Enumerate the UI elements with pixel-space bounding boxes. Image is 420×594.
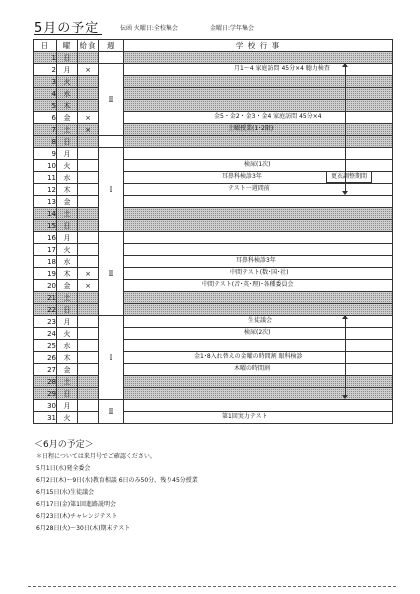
cell-event [124,184,393,196]
cell-weekday: 水 [57,88,78,100]
cell-weekday: 火 [57,328,78,340]
header-events: 学 校 行 事 [124,40,393,52]
cell-event [124,88,393,100]
cell-weekday: 水 [57,340,78,352]
cell-event [124,112,393,124]
cell-day: 14 [34,208,57,220]
cell-event [124,316,393,328]
table-row [34,184,393,196]
table-row [34,64,393,76]
cell-week: Ⅰ [99,316,124,400]
table-row [34,256,393,268]
cell-event [124,244,393,256]
cell-lunch: × [78,268,99,280]
cell-lunch [78,340,99,352]
cell-weekday: 日 [57,52,78,64]
cell-lunch [78,136,99,148]
cell-day: 22 [34,304,57,316]
note-line: 6月28日(火)～30日(木)期末テスト [36,525,131,532]
table-row [34,208,393,220]
table-row [34,148,393,160]
cell-day: 10 [34,160,57,172]
cell-day: 23 [34,316,57,328]
cell-weekday: 土 [57,376,78,388]
cell-lunch [78,256,99,268]
arrow-head-up [342,315,348,319]
cell-event [124,268,393,280]
event-text: 耳鼻科検診3年 [222,173,262,180]
cell-event [124,340,393,352]
table-row [34,196,393,208]
event-text: 検尿(1次) [244,161,271,168]
table-row [34,316,393,328]
table-row [34,376,393,388]
cell-day: 20 [34,280,57,292]
cell-lunch [78,88,99,100]
table-row [34,76,393,88]
cell-lunch [78,244,99,256]
cell-event [124,124,393,136]
period-arrow-line [345,67,346,191]
cell-event [124,196,393,208]
table-header-row [34,40,393,52]
cell-event [124,364,393,376]
cell-lunch [78,148,99,160]
table-row [34,124,393,136]
cell-event [124,136,393,148]
cell-weekday: 金 [57,364,78,376]
cell-day: 31 [34,412,57,424]
table-row [34,268,393,280]
cell-lunch [78,76,99,88]
header-day: 日 [34,40,57,52]
cell-lunch [78,232,99,244]
cell-week: Ⅱ [99,400,124,424]
cell-weekday: 日 [57,220,78,232]
cell-weekday: 木 [57,268,78,280]
cell-day: 17 [34,244,57,256]
cell-event [124,208,393,220]
cell-lunch [78,100,99,112]
table-row [34,328,393,340]
cell-lunch [78,328,99,340]
cell-day: 13 [34,196,57,208]
cell-weekday: 月 [57,148,78,160]
page-edge-line [28,586,396,587]
cell-weekday: 土 [57,208,78,220]
cell-event [124,76,393,88]
title-underline [34,34,102,35]
arrow-head-down [342,191,348,195]
cell-day: 26 [34,352,57,364]
event-text: テスト一週間前 [228,185,270,192]
cell-day: 1 [34,52,57,64]
cell-day: 21 [34,292,57,304]
table-row [34,388,393,400]
event-text: 生徒議会 [248,317,273,324]
cell-day: 27 [34,364,57,376]
cell-day: 16 [34,232,57,244]
cell-week: Ⅰ [99,148,124,232]
cell-lunch [78,196,99,208]
cell-weekday: 火 [57,412,78,424]
note-line: 6月23日(木)チャレンジテスト [36,513,118,520]
cell-lunch [78,52,99,64]
table-row [34,352,393,364]
cell-event [124,172,393,184]
table-row [34,232,393,244]
cell-event [124,400,393,412]
table-row [34,292,393,304]
cell-day: 25 [34,340,57,352]
event-text: 金1･8入れ替えの金曜の時間割 眼科検診 [194,353,303,360]
cell-weekday: 金 [57,112,78,124]
header-week: 週 [99,40,124,52]
cell-event [124,376,393,388]
cell-lunch [78,364,99,376]
cell-day: 12 [34,184,57,196]
table-row [34,220,393,232]
cell-weekday: 土 [57,124,78,136]
cell-lunch [78,376,99,388]
cell-lunch [78,208,99,220]
note-line: 5月1日(水)発全委会 [36,465,91,472]
cell-week: Ⅱ [99,64,124,136]
cell-event [124,388,393,400]
cell-event [124,52,393,64]
cell-weekday: 火 [57,76,78,88]
page-title: 5月の予定 [34,21,100,36]
notes-title: ＜6月の予定＞ [34,440,94,450]
cell-week [99,52,124,64]
cell-day: 8 [34,136,57,148]
cell-weekday: 月 [57,232,78,244]
cell-day: 3 [34,76,57,88]
cell-day: 11 [34,172,57,184]
cell-week: Ⅱ [99,232,124,316]
event-text: 月1～4 家庭訪問 45分×4 聴力検査 [234,65,330,72]
cell-lunch [78,220,99,232]
period-label-box: 更衣調整期間 [326,172,372,184]
cell-lunch [78,184,99,196]
table-row [34,364,393,376]
note-line: ＊日程については来月号でご確認ください。 [36,453,156,460]
cell-day: 28 [34,376,57,388]
cell-day: 30 [34,400,57,412]
table-row [34,172,393,184]
cell-day: 5 [34,100,57,112]
cell-lunch [78,160,99,172]
table-row [34,160,393,172]
cell-day: 19 [34,268,57,280]
table-row [34,100,393,112]
note-line: 6月15日(水)生徒議会 [36,489,95,496]
assembly-note-friday: 金曜日:学年集会 [210,25,255,32]
table-row [34,244,393,256]
cell-lunch [78,352,99,364]
cell-weekday: 水 [57,172,78,184]
schedule-table [33,39,393,424]
event-text: 耳鼻科検診3年 [236,257,276,264]
cell-event [124,100,393,112]
cell-weekday: 日 [57,388,78,400]
cell-day: 29 [34,388,57,400]
cell-event [124,232,393,244]
cell-weekday: 日 [57,136,78,148]
cell-lunch [78,388,99,400]
cell-event [124,328,393,340]
assembly-note-tuesday: 伝函 火曜日:全校集会 [120,25,178,32]
table-row [34,88,393,100]
cell-day: 18 [34,256,57,268]
cell-weekday: 木 [57,100,78,112]
cell-day: 9 [34,148,57,160]
cell-lunch [78,292,99,304]
table-row [34,136,393,148]
schedule-body [34,52,393,424]
cell-weekday: 日 [57,304,78,316]
cell-lunch: × [78,280,99,292]
cell-weekday: 月 [57,400,78,412]
cell-event [124,64,393,76]
june-schedule-notes [34,439,394,535]
cell-event [124,292,393,304]
cell-lunch: × [78,112,99,124]
cell-day: 15 [34,220,57,232]
cell-weekday: 月 [57,64,78,76]
event-text: 土曜授業(1･2限) [228,125,274,132]
cell-weekday: 木 [57,184,78,196]
cell-day: 24 [34,328,57,340]
note-line: 6月17日(金)第1回進路説明会 [36,501,116,508]
header-weekday: 曜 [57,40,78,52]
event-text: 第1回実力テスト [222,413,268,420]
cell-day: 4 [34,88,57,100]
table-row [34,112,393,124]
cell-day: 6 [34,112,57,124]
cell-event [124,352,393,364]
period-arrow-line [345,319,346,395]
table-row [34,52,393,64]
notes-list [34,451,394,535]
cell-event [124,280,393,292]
table-row [34,340,393,352]
event-text: 木曜の時間割 [234,365,271,372]
cell-weekday: 金 [57,196,78,208]
cell-event [124,160,393,172]
cell-weekday: 月 [57,316,78,328]
table-row [34,400,393,412]
arrow-head-down [342,395,348,399]
arrow-head-up [342,63,348,67]
cell-weekday: 水 [57,256,78,268]
cell-event [124,220,393,232]
cell-lunch: × [78,124,99,136]
cell-weekday: 金 [57,280,78,292]
cell-weekday: 土 [57,292,78,304]
cell-lunch [78,172,99,184]
table-row [34,280,393,292]
table-row [34,304,393,316]
event-text: 検尿(2次) [244,329,271,336]
cell-lunch: × [78,64,99,76]
cell-week [99,136,124,148]
cell-lunch [78,304,99,316]
table-row [34,412,393,424]
cell-day: 7 [34,124,57,136]
page-header [34,17,394,37]
cell-lunch [78,412,99,424]
note-line: 6月2日(木)～9日(水)教育相談 6日のみ50分、残り45分授業 [36,477,198,484]
cell-event [124,412,393,424]
header-lunch: 給食 [79,40,97,50]
cell-day: 2 [34,64,57,76]
cell-weekday: 木 [57,352,78,364]
cell-lunch [78,400,99,412]
event-text: 中間テスト(音･英･理)･各種委員会 [202,281,294,288]
cell-weekday: 火 [57,244,78,256]
cell-event [124,256,393,268]
cell-weekday: 火 [57,160,78,172]
cell-event [124,148,393,160]
cell-lunch [78,316,99,328]
event-text: 金5・金2・金3・金4 家庭訪問 45分×4 [214,113,322,120]
cell-event [124,304,393,316]
event-text: 中間テスト(数･国･社) [230,269,289,276]
